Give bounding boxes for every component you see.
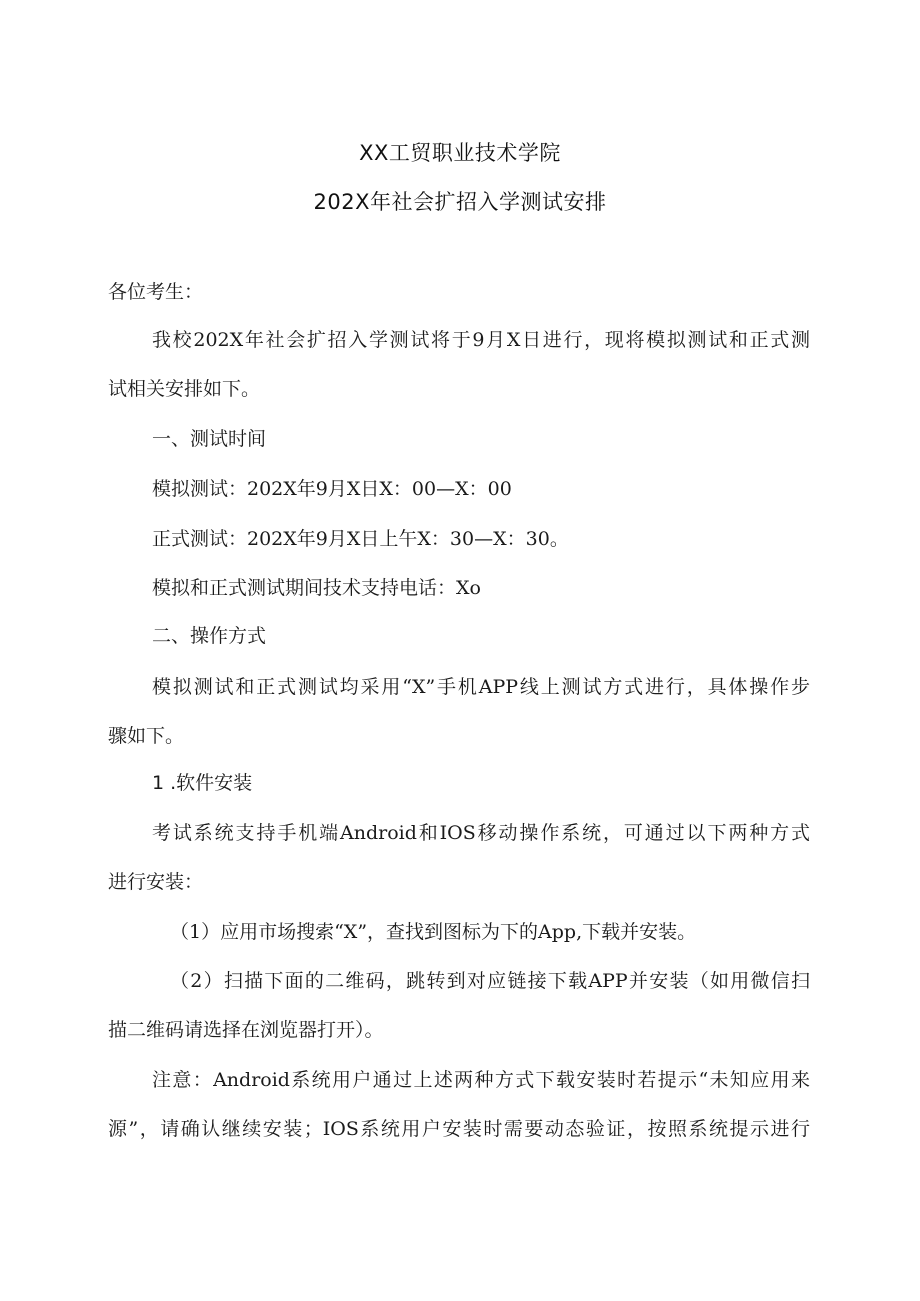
mock-test-time: 模拟测试：202X年9月X日X：00—X：00 bbox=[152, 478, 512, 500]
note-paragraph-line-2: 源”，请确认继续安装；IOS系统用户安装时需要动态验证，按照系统提示进行 bbox=[108, 1118, 810, 1140]
section-heading-test-time: 一、测试时间 bbox=[152, 428, 267, 450]
formal-test-time: 正式测试：202X年9月X日上午X：30—X：30。 bbox=[152, 528, 569, 550]
install-option-1: （1）应用市场搜索“X”，查找到图标为下的App,下载并安装。 bbox=[170, 921, 697, 943]
section-heading-operation: 二、操作方式 bbox=[152, 625, 267, 647]
document-title-school: XX工贸职业技术学院 bbox=[359, 141, 561, 165]
intro-paragraph-line-1: 我校202X年社会扩招入学测试将于9月X日进行，现将模拟测试和正式测 bbox=[152, 329, 810, 351]
note-paragraph-line-1: 注意：Android系统用户通过上述两种方式下载安装时若提示“未知应用来 bbox=[152, 1069, 810, 1091]
method-paragraph-line-1: 模拟测试和正式测试均采用“X”手机APP线上测试方式进行，具体操作步 bbox=[152, 676, 810, 698]
document-title-notice: 202X年社会扩招入学测试安排 bbox=[313, 190, 607, 214]
salutation: 各位考生： bbox=[108, 281, 204, 303]
step-heading-install: 1 .软件安装 bbox=[152, 772, 253, 794]
intro-paragraph-line-2: 试相关安排如下。 bbox=[108, 378, 261, 400]
install-paragraph-line-1: 考试系统支持手机端Android和IOS移动操作系统，可通过以下两种方式 bbox=[152, 822, 810, 844]
support-phone: 模拟和正式测试期间技术支持电话：Xo bbox=[152, 577, 481, 599]
install-option-2-line-1: （2）扫描下面的二维码，跳转到对应链接下载APP并安装（如用微信扫 bbox=[170, 970, 810, 992]
method-paragraph-line-2: 骤如下。 bbox=[108, 725, 185, 747]
install-paragraph-line-2: 进行安装： bbox=[108, 871, 204, 893]
install-option-2-line-2: 描二维码请选择在浏览器打开）。 bbox=[108, 1019, 384, 1041]
